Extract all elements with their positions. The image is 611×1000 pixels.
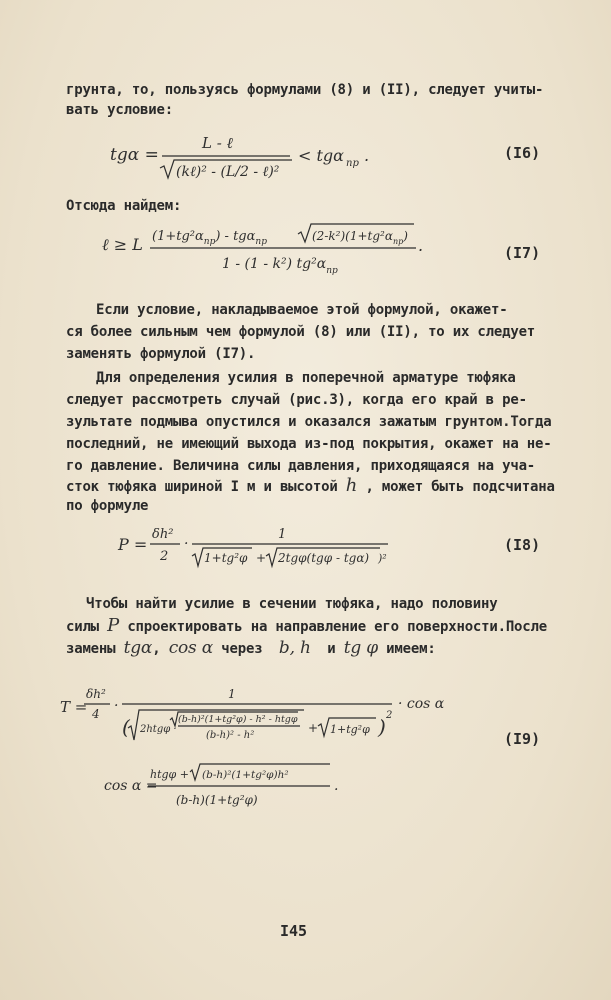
eq16-lhs: tgα = [110, 145, 159, 165]
cos-den: (b-h)(1+tg²φ) [176, 793, 258, 807]
cos-num-a: htgφ + [150, 768, 189, 781]
text-line: последний, не имеющий выхода из-под покрытия, окажет на не- [66, 436, 552, 452]
equation-number: (I6) [504, 144, 541, 162]
eq18-num2: 1 [278, 527, 287, 542]
equation-number: (I9) [504, 730, 541, 748]
eq19-inner-den: (b-h)² - h² [206, 730, 255, 741]
text-line: грунта, то, пользуясь формулами (8) и (II), следует учиты- [66, 82, 544, 98]
eq16-rhs: < tgα [298, 146, 344, 165]
eq18-den2c: 2tgφ(tgφ - tgα) [278, 551, 370, 565]
eq17-lhs: ℓ ≥ L [102, 235, 143, 254]
equation-16 [110, 130, 390, 186]
eq19-inner-plus: + [308, 721, 319, 735]
eq18-frac-den: 2 [160, 549, 169, 564]
symbol-cosa: cos α [168, 638, 214, 658]
eq19-inner-num: (b-h)²(1+tg²φ) - h² - htgφ [178, 714, 298, 725]
equation-18 [118, 522, 408, 574]
eq19-frac-num: δh² [86, 687, 106, 701]
eq19-paren-close: ) [378, 715, 386, 739]
eq16-period: . [364, 146, 370, 165]
text-line: заменять формулой (I7). [66, 346, 256, 362]
eq19-frac-den: 4 [92, 707, 100, 721]
symbol-tgphi: tg φ [343, 638, 378, 658]
eq19-exp: 2 [386, 710, 393, 721]
eq19-inner-rad: 1+tg²φ [330, 723, 370, 736]
text-line: Для определения усилия в поперечной арматуре тюфяка [96, 370, 516, 386]
text-line: зультате подмыва опустился и оказался зажатым грунтом.Тогда [66, 414, 552, 430]
cos-num-rad: (b-h)²(1+tg²φ)h² [202, 769, 289, 781]
eq19-paren-open: ( [122, 715, 130, 739]
eq17-num-rad: $(2-k^2)(1+tg^2\alpha_{пр})$ [312, 229, 408, 246]
text-line: ся более сильным чем формулой (8) или (II), то их следует [66, 324, 536, 340]
symbol-bh: b, h [278, 638, 311, 658]
equation-17 [102, 220, 432, 284]
cos-end: . [334, 778, 339, 794]
equation-number: (I7) [504, 244, 541, 262]
eq19-tail: · cos α [398, 696, 445, 712]
eq17-num-a: $(1+tg^2\alpha_{пр}) - tg\alpha_{пр}$ [152, 229, 267, 247]
text-line: вать условие: [66, 102, 173, 118]
eq18-den2-close: )² [378, 552, 387, 565]
equation-number: (I8) [504, 536, 541, 554]
symbol-tga: tgα [123, 638, 153, 658]
text-line: Отсюда найдем: [66, 198, 182, 214]
text-line: следует рассмотреть случай (рис.3), когда его край в ре- [66, 392, 527, 408]
equation-19 [60, 676, 480, 756]
text-line: по формуле [66, 498, 149, 514]
equation-cos [104, 760, 364, 816]
eq18-den2b: + [256, 551, 267, 565]
text-line: силы P спроектировать на направление его поверхности.После [66, 615, 547, 636]
eq16-rhs-subscript: пр [346, 158, 359, 169]
text-line: Чтобы найти усилие в сечении тюфяка, надо половину [86, 596, 498, 612]
eq19-dot: · [114, 698, 119, 714]
eq17-period: . [418, 236, 424, 255]
eq18-frac-num: δh² [152, 527, 174, 542]
text-line: го давление. Величина силы давления, приходящаяся на уча- [66, 458, 536, 474]
eq19-num2: 1 [228, 687, 236, 701]
text-line: Если условие, накладываемое этой формулой, окажет- [96, 302, 508, 318]
symbol-h: h [345, 475, 358, 496]
symbol-P: P [107, 615, 120, 636]
eq18-dot: · [184, 536, 189, 552]
cos-lhs: cos α = [104, 778, 158, 794]
page-number: I45 [280, 922, 308, 940]
eq16-denominator: (kℓ)² - (L/2 - ℓ)² [176, 164, 280, 180]
eq19-inner-a: 2htgφ · [140, 724, 177, 735]
eq17-denominator: 1 - (1 - k²) $tg^2\alpha_{пр}$ [222, 256, 338, 276]
text-line: сток тюфяка шириной I м и высотой h , может быть подсчитана [66, 475, 555, 496]
eq18-den2a: 1+tg²φ [204, 551, 248, 565]
text-line: замены tgα, cos α через b, h и tg φ имеем: [66, 638, 436, 658]
eq18-lhs: P = [118, 535, 148, 554]
eq19-lhs: T = [60, 698, 88, 716]
eq16-numerator: L - ℓ [202, 134, 233, 152]
